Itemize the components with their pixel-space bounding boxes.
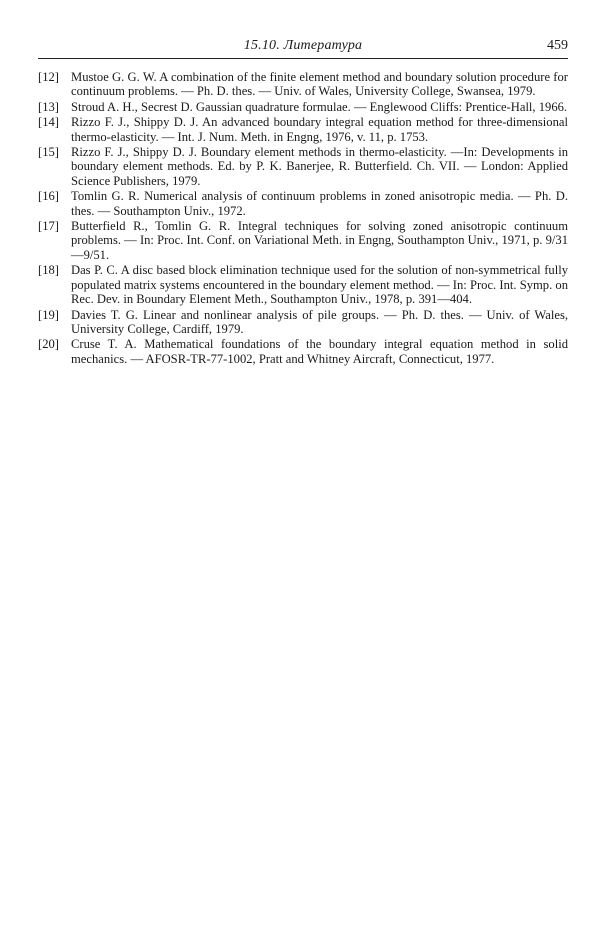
reference-text: Rizzo F. J., Shippy D. J. An advanced boundary integral equation method for three-dimensional thermo-elasticity. — Int. J. Num. Meth. in Engng, 1976, v. 11, p. 1753. [71,115,568,144]
page-header [38,34,568,59]
reference-item [38,70,568,99]
reference-item [38,189,568,218]
reference-text: Tomlin G. R. Numerical analysis of continuum problems in zoned anisotropic media. — Ph. D. thes. — Southampton Univ., 1972. [71,189,568,218]
reference-item [38,308,568,337]
reference-number: [15] [38,145,59,160]
reference-number: [20] [38,337,59,352]
reference-item [38,115,568,144]
reference-text: Rizzo F. J., Shippy D. J. Boundary element methods in thermo-elasticity. —In: Developments in boundary element methods. Ed. by P. K. Banerjee, R. Butterfield. Ch. VII. — London: Applied Science Publishers, 1979. [71,145,568,188]
reference-text: Mustoe G. G. W. A combination of the finite element method and boundary solution procedure for continuum problems. — Ph. D. thes. — Univ. of Wales, University College, Swansea, 1979. [71,70,568,99]
reference-number: [14] [38,115,59,130]
reference-number: [13] [38,99,59,114]
reference-number: [17] [38,219,59,234]
reference-number: [18] [38,263,59,278]
reference-number: [16] [38,189,59,204]
reference-item [38,100,568,114]
reference-number: [12] [38,70,59,84]
reference-text: Stroud A. H., Secrest D. Gaussian quadrature formulae. — Englewood Cliffs: Prentice-Hall, 1966. [71,99,568,114]
reference-text: Cruse T. A. Mathematical foundations of the boundary integral equation method in solid mechanics. — AFOSR-TR-77-1002, Pratt and Whitney Aircraft, Connecticut, 1977. [71,337,568,366]
reference-list [38,70,568,367]
reference-number: [19] [38,307,59,322]
running-title: 15.10. Литература [243,38,363,53]
reference-item [38,263,568,306]
reference-text: Davies T. G. Linear and nonlinear analysis of pile groups. — Ph. D. thes. — Univ. of Wales, University College, Cardiff, 1979. [71,307,568,336]
page-number: 459 [547,38,568,53]
reference-item [38,337,568,366]
reference-text: Butterfield R., Tomlin G. R. Integral techniques for solving zoned anisotropic continuum problems. — In: Proc. Int. Conf. on Variational Meth. in Engng, Southampton Univ., 1971, p. 9/31—9/51. [71,219,568,262]
reference-item [38,145,568,188]
reference-text: Das P. C. A disc based block elimination technique used for the solution of non-symmetrical fully populated matrix systems encountered in the boundary element method. — In: Proc. Int. Symp. on Rec. Dev. in Boundary Element Meth., Southampton Univ., 1978, p. 391—404. [71,263,568,307]
reference-item [38,219,568,262]
